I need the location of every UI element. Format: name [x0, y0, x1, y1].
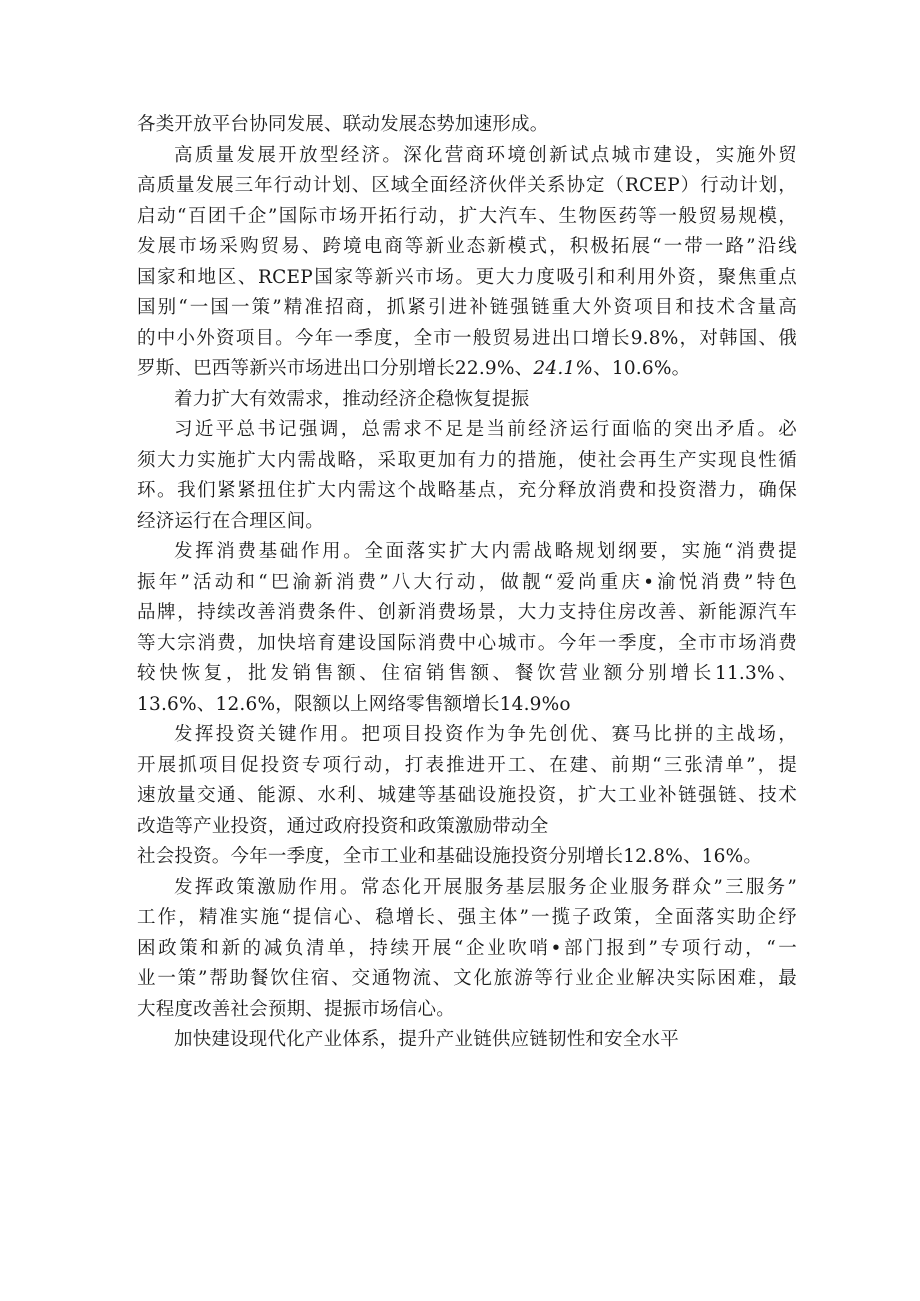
section-heading: 加快建设现代化产业体系，提升产业链供应链韧性和安全水平 — [174, 1029, 679, 1050]
text-line: 工作，精准实施“提信心、稳增长、强主体”一揽子政策，全面落实助企纾 — [137, 907, 797, 928]
document-page — [137, 110, 797, 1056]
text-line: 国别“一国一策”精准招商，抓紧引进补链强链重大外资项目和技术含量高 — [137, 297, 797, 318]
text-line: 发挥消费基础作用。全面落实扩大内需战略规划纲要，实施“消费提 — [174, 541, 797, 562]
text-line: 发挥投资关键作用。把项目投资作为争先创优、赛马比拼的主战场， — [174, 724, 797, 745]
text-line: 的中小外资项目。今年一季度，全市一般贸易进出口增长9.8%，对韩国、俄 — [137, 327, 797, 349]
section-heading: 着力扩大有效需求，推动经济企稳恢复提振 — [174, 388, 530, 410]
text-line: 高质量发展三年行动计划、区域全面经济伙伴关系协定（RCEP）行动计划， — [137, 175, 797, 196]
text-line — [137, 354, 797, 385]
text-line: 启动“百团千企”国际市场开拓行动，扩大汽车、生物医药等一般贸易规模， — [137, 205, 797, 227]
text-line: 振年”活动和“巴渝新消费”八大行动，做靓“爱尚重庆•渝悦消费”特色 — [137, 571, 797, 593]
text-line: 须大力实施扩大内需战略，采取更加有力的措施，使社会再生产实现良性循 — [137, 449, 797, 471]
text-line: 改造等产业投资，通过政府投资和政策激励带动全 — [137, 815, 549, 837]
text-line: 发挥政策激励作用。常态化开展服务基层服务企业服务群众”三服务” — [174, 876, 797, 898]
text-line: 速放量交通、能源、水利、城建等基础设施投资，扩大工业补链强链、技术 — [137, 785, 797, 806]
text-segment: 、10.6%。 — [593, 358, 691, 379]
text-line: 品牌，持续改善消费条件、创新消费场景，大力支持住房改善、新能源汽车 — [137, 602, 797, 623]
text-line: 等大宗消费，加快培育建设国际消费中心城市。今年一季度，全市市场消费 — [137, 632, 797, 654]
text-line: 大程度改善社会预期、提振市场信心。 — [137, 998, 455, 1020]
text-line: 高质量发展开放型经济。深化营商环境创新试点城市建设，实施外贸 — [174, 144, 797, 166]
text-segment-italic: 24.1% — [533, 358, 594, 379]
text-line: 较快恢复，批发销售额、住宿销售额、餐饮营业额分别增长11.3%、 — [137, 663, 797, 684]
text-line: 社会投资。今年一季度，全市工业和基础设施投资分别增长12.8%、16%。 — [137, 846, 763, 867]
text-line: 经济运行在合理区间。 — [137, 510, 325, 532]
text-line: 13.6%、12.6%，限额以上网络零售额增长14.9%o — [137, 693, 571, 715]
text-line: 各类开放平台协同发展、联动发展态势加速形成。 — [137, 114, 549, 135]
text-line: 困政策和新的减负清单，持续开展“企业吹哨•部门报到”专项行动，“一 — [137, 937, 797, 959]
text-segment: 罗斯、巴西等新兴市场进出口分别增长22.9%、 — [137, 358, 534, 379]
text-line: 开展抓项目促投资专项行动，打表推进开工、在建、前期“三张清单”，提 — [137, 754, 797, 776]
text-line: 习近平总书记强调，总需求不足是当前经济运行面临的突出矛盾。必 — [174, 419, 797, 440]
text-line: 国家和地区、RCEP国家等新兴市场。更大力度吸引和利用外资，聚焦重点 — [137, 266, 797, 288]
text-line: 发展市场采购贸易、跨境电商等新业态新模式，积极拓展“一带一路”沿线 — [137, 236, 797, 257]
text-line: 环。我们紧紧扭住扩大内需这个战略基点，充分释放消费和投资潜力，确保 — [137, 480, 797, 501]
text-line: 业一策”帮助餐饮住宿、交通物流、文化旅游等行业企业解决实际困难，最 — [137, 968, 797, 989]
